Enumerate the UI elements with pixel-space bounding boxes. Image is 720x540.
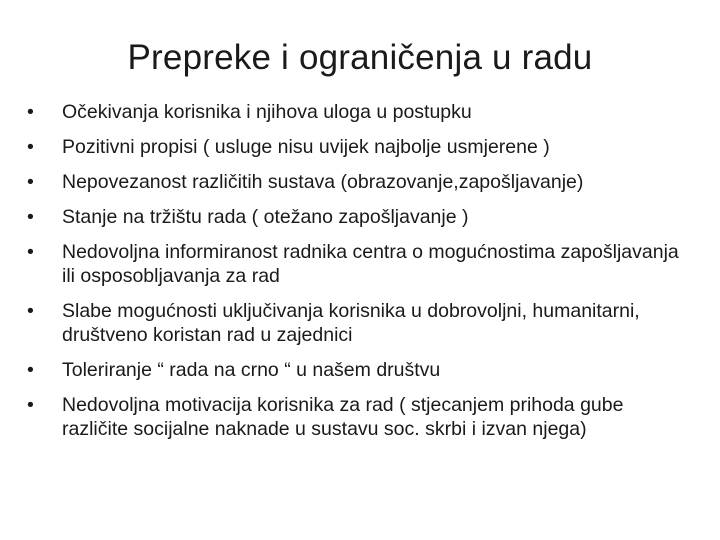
bullet-dot-icon: •: [27, 206, 34, 228]
slide-title: Prepreke i ograničenja u radu: [127, 38, 593, 77]
bullet-item: [27, 393, 687, 441]
bullet-text: Nedovoljna informiranost radnika centra o mogućnostima zapošljavanja ili osposobljavanja za rad: [62, 241, 679, 287]
bullet-list: [27, 100, 687, 452]
bullet-text: Slabe mogućnosti uključivanja korisnika u dobrovoljni, humanitarni, društveno koristan rad u zajednici: [62, 300, 640, 346]
bullet-dot-icon: •: [27, 394, 34, 416]
bullet-text: Očekivanja korisnika i njihova uloga u postupku: [62, 101, 472, 123]
bullet-dot-icon: •: [27, 359, 34, 381]
bullet-item: [27, 240, 687, 288]
bullet-dot-icon: •: [27, 171, 34, 193]
bullet-item: [27, 170, 687, 194]
bullet-text: Nepovezanost različitih sustava (obrazovanje,zapošljavanje): [62, 171, 584, 193]
bullet-dot-icon: •: [27, 101, 34, 123]
bullet-text: Toleriranje “ rada na crno “ u našem društvu: [62, 359, 441, 381]
bullet-text: Stanje na tržištu rada ( otežano zapošljavanje ): [62, 206, 469, 228]
bullet-dot-icon: •: [27, 241, 34, 263]
bullet-dot-icon: •: [27, 300, 34, 322]
bullet-item: [27, 135, 687, 159]
bullet-item: [27, 100, 687, 124]
bullet-item: [27, 299, 687, 347]
bullet-item: [27, 205, 687, 229]
bullet-text: Nedovoljna motivacija korisnika za rad ( stjecanjem prihoda gube različite socijalne naknade u sustavu soc. skrbi i izvan njega): [62, 394, 624, 440]
bullet-dot-icon: •: [27, 136, 34, 158]
bullet-text: Pozitivni propisi ( usluge nisu uvijek najbolje usmjerene ): [62, 136, 550, 158]
bullet-item: [27, 358, 687, 382]
